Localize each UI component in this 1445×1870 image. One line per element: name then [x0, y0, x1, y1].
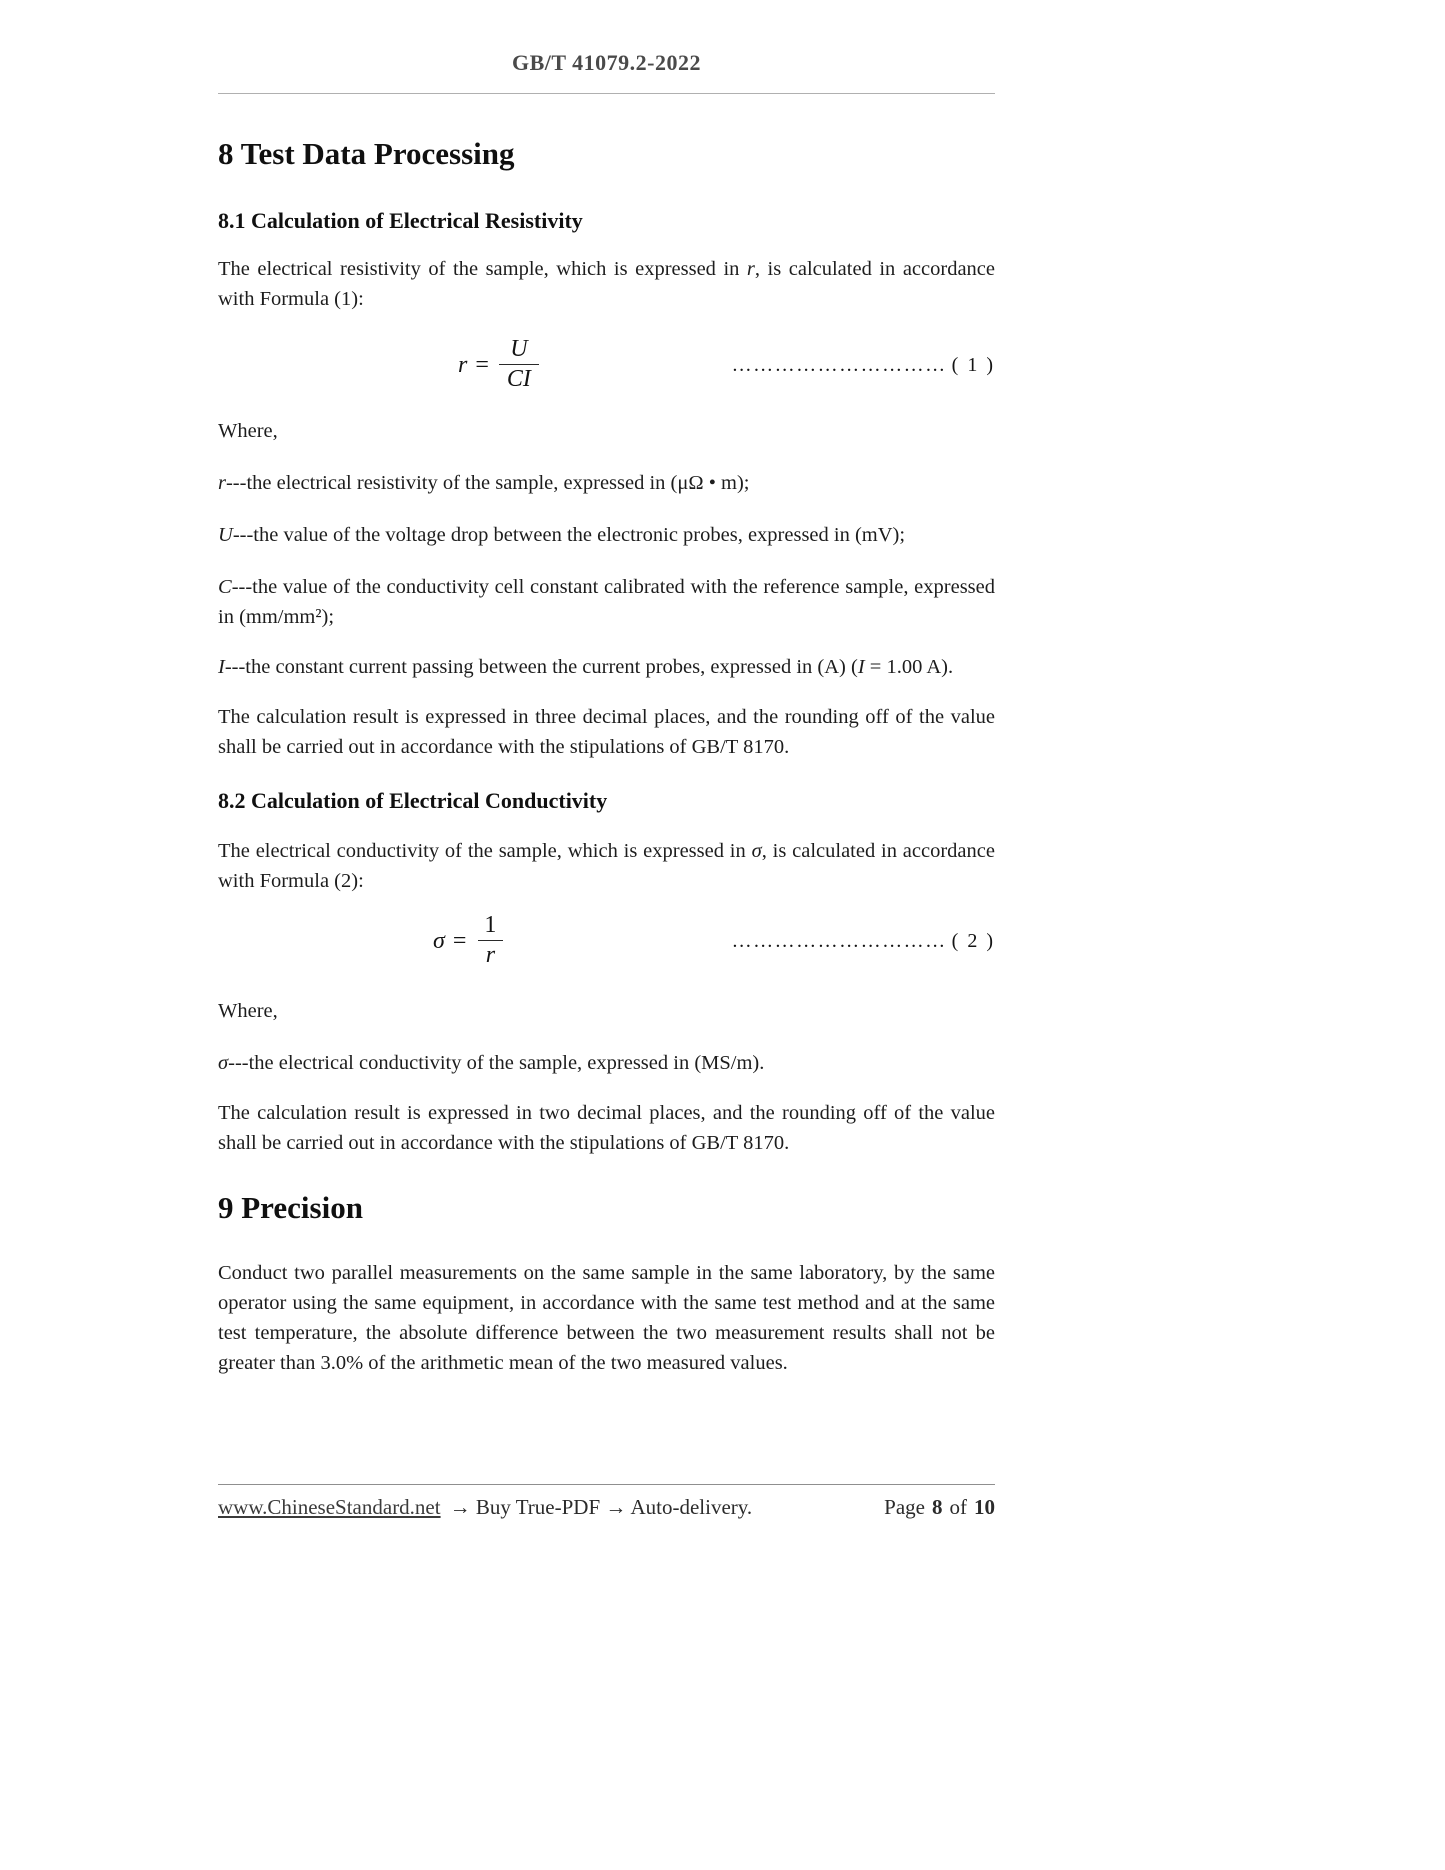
- formula-1-numerator: U: [510, 336, 528, 363]
- definition-r: r---the electrical resistivity of the sample, expressed in (μΩ • m);: [218, 472, 750, 494]
- equals-sign: =: [475, 351, 489, 378]
- formula-2-numerator: 1: [484, 912, 497, 939]
- formula-1-expression: [458, 336, 539, 393]
- section-8-2-intro: The electrical conductivity of the sample, which is expressed in σ, is calculated in accordance with Formula (2):: [218, 840, 995, 892]
- of-label: of: [949, 1495, 967, 1519]
- page-current: 8: [932, 1495, 943, 1519]
- equals-sign: =: [452, 927, 467, 954]
- chinesestandard-link[interactable]: www.ChineseStandard.net: [218, 1495, 441, 1519]
- section-8-title: 8 Test Data Processing: [218, 136, 515, 171]
- section-8-1-intro: The electrical resistivity of the sample, which is expressed in r, is calculated in accordance with Formula (1):: [218, 258, 995, 310]
- where-label: Where,: [218, 420, 278, 442]
- footer-divider: [218, 1484, 995, 1485]
- formula-1-denominator: CI: [499, 364, 539, 394]
- formula-2-leader-group: [732, 930, 995, 953]
- definition-c: C---the value of the conductivity cell constant calibrated with the reference sample, expressed in (mm/mm²);: [218, 576, 995, 628]
- formula-1-fraction: [499, 336, 539, 393]
- definition-u: U---the value of the voltage drop between the electronic probes, expressed in (mV);: [218, 524, 906, 546]
- formula-2-fraction: [476, 912, 504, 969]
- formula-2-number: ( 2 ): [951, 929, 995, 952]
- formula-1-number: ( 1 ): [951, 353, 995, 376]
- definition-sigma: σ---the electrical conductivity of the sample, expressed in (MS/m).: [218, 1052, 765, 1074]
- footer-tagline: → Buy True-PDF → Auto-delivery.: [449, 1495, 753, 1519]
- page-label: Page: [884, 1495, 925, 1519]
- document-content: [218, 0, 995, 1378]
- formula-2-expression: [433, 912, 504, 969]
- page-indicator: [884, 1495, 995, 1520]
- section-8-1-closing: The calculation result is expressed in three decimal places, and the rounding off of the value shall be carried out in accordance with the stipulations of GB/T 8170.: [218, 706, 995, 758]
- formula-2-lhs: σ: [433, 927, 445, 954]
- definition-i: I---the constant current passing between the current probes, expressed in (A) (I = 1.00 A).: [218, 656, 954, 678]
- section-9-title: 9 Precision: [218, 1190, 363, 1225]
- section-9-body: Conduct two parallel measurements on the same sample in the same laboratory, by the same operator using the same equipment, in accordance with the same test method and at the same test temperature, the absolute difference between the two measurement results shall not be greater than 3.0% of the arithmetic mean of the two measured values.: [218, 1262, 995, 1374]
- footer-left: [218, 1495, 752, 1520]
- formula-2-denominator: r: [478, 940, 503, 970]
- page-footer: [218, 1495, 995, 1520]
- section-8-2-closing: The calculation result is expressed in two decimal places, and the rounding off of the value shall be carried out in accordance with the stipulations of GB/T 8170.: [218, 1102, 995, 1154]
- formula-2-row: [218, 906, 995, 976]
- where-label: Where,: [218, 1000, 278, 1022]
- page-total: 10: [974, 1495, 995, 1519]
- section-8-2-title: 8.2 Calculation of Electrical Conductivity: [218, 788, 608, 813]
- formula-1-lhs: r: [458, 351, 468, 378]
- dot-leader: …………………………: [731, 929, 947, 952]
- section-8-1-title: 8.1 Calculation of Electrical Resistivity: [218, 208, 583, 233]
- formula-1-row: [218, 330, 995, 400]
- formula-1-leader-group: [732, 354, 995, 377]
- dot-leader: …………………………: [731, 353, 947, 376]
- standard-code: GB/T 41079.2-2022: [511, 50, 701, 75]
